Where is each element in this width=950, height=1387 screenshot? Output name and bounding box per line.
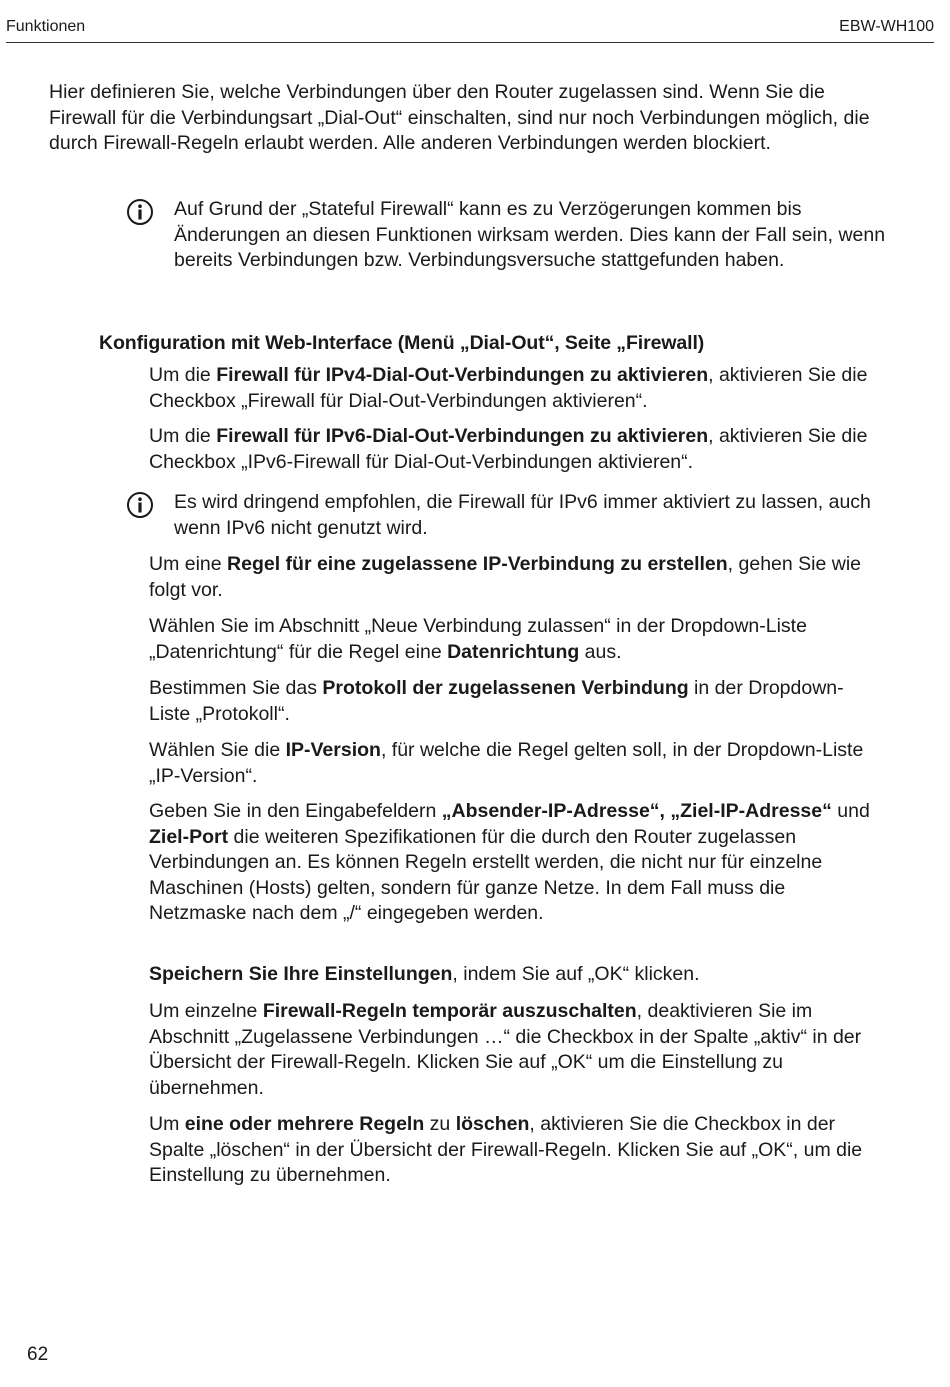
paragraph-disable-rules: Um einzelne Firewall-Regeln temporär auszuschalten, deaktivieren Sie im Abschnitt „Zugelassene Verbindungen …“ die Checkbox in der Spalte „aktiv“ in der Übersicht der Firewall-Regeln. Klicken Sie auf „OK“ um die Einstellung zu übernehmen. xyxy=(149,1000,862,1099)
paragraph-data-direction: Wählen Sie im Abschnitt „Neue Verbindung zulassen“ in der Dropdown-Liste „Datenrichtung“ für die Regel eine Datenrichtung aus. xyxy=(149,615,807,663)
info-note-stateful xyxy=(126,197,886,274)
info-note-text: Es wird dringend empfohlen, die Firewall für IPv6 immer aktiviert zu lassen, auch wenn IPv6 nicht genutzt wird. xyxy=(174,491,871,539)
paragraph-address-fields: Geben Sie in den Eingabefeldern „Absender-IP-Adresse“, „Ziel-IP-Adresse“ und Ziel-Port die weiteren Spezifikationen für die durch den Router zugelassen Verbindungen an. Es können Regeln erstellt werden, die nicht nur für einzelne Maschinen (Hosts) gelten, sondern für ganze Netze. In dem Fall muss die Netzmaske nach dem „/“ eingegeben werden. xyxy=(149,800,870,924)
info-note-ipv6 xyxy=(126,490,886,541)
paragraph-save-settings: Speichern Sie Ihre Einstellungen, indem Sie auf „OK“ klicken. xyxy=(149,963,700,985)
paragraph-create-rule: Um eine Regel für eine zugelassene IP-Verbindung zu erstellen, gehen Sie wie folgt vor. xyxy=(149,553,862,601)
header-section-title: Funktionen xyxy=(6,18,86,35)
page-header xyxy=(6,18,934,43)
paragraph-ipv4-firewall: Um die Firewall für IPv4-Dial-Out-Verbindungen zu aktivieren, aktivieren Sie die Checkbox „Firewall für Dial-Out-Verbindungen aktivieren“. xyxy=(149,364,868,412)
header-product-name: EBW-WH100 xyxy=(839,18,934,35)
section-heading: Konfiguration mit Web-Interface (Menü „Dial-Out“, Seite „Firewall) xyxy=(99,332,705,354)
page-number: 62 xyxy=(27,1344,49,1365)
intro-paragraph: Hier definieren Sie, welche Verbindungen über den Router zugelassen sind. Wenn Sie die Firewall für die Verbindungsart „Dial-Out“ einschalten, sind nur noch Verbindungen möglich, die durch Firewall-Regeln erlaubt werden. Alle anderen Verbindungen werden blockiert. xyxy=(49,81,870,154)
paragraph-protocol: Bestimmen Sie das Protokoll der zugelassenen Verbindung in der Dropdown-Liste „Protokoll“. xyxy=(149,677,844,725)
info-icon xyxy=(126,197,174,274)
paragraph-ip-version: Wählen Sie die IP-Version, für welche die Regel gelten soll, in der Dropdown-Liste „IP-Version“. xyxy=(149,739,864,787)
info-note-text: Auf Grund der „Stateful Firewall“ kann es zu Verzögerungen kommen bis Änderungen an diesen Funktionen wirksam werden. Dies kann der Fall sein, wenn bereits Verbindungen bzw. Verbindungsversuche stattgefunden haben. xyxy=(174,198,886,271)
paragraph-ipv6-firewall: Um die Firewall für IPv6-Dial-Out-Verbindungen zu aktivieren, aktivieren Sie die Checkbox „IPv6-Firewall für Dial-Out-Verbindungen aktivieren“. xyxy=(149,425,868,473)
paragraph-delete-rules: Um eine oder mehrere Regeln zu löschen, aktivieren Sie die Checkbox in der Spalte „löschen“ in der Übersicht der Firewall-Regeln. Klicken Sie auf „OK“, um die Einstellung zu übernehmen. xyxy=(149,1113,863,1186)
info-icon xyxy=(126,490,174,541)
